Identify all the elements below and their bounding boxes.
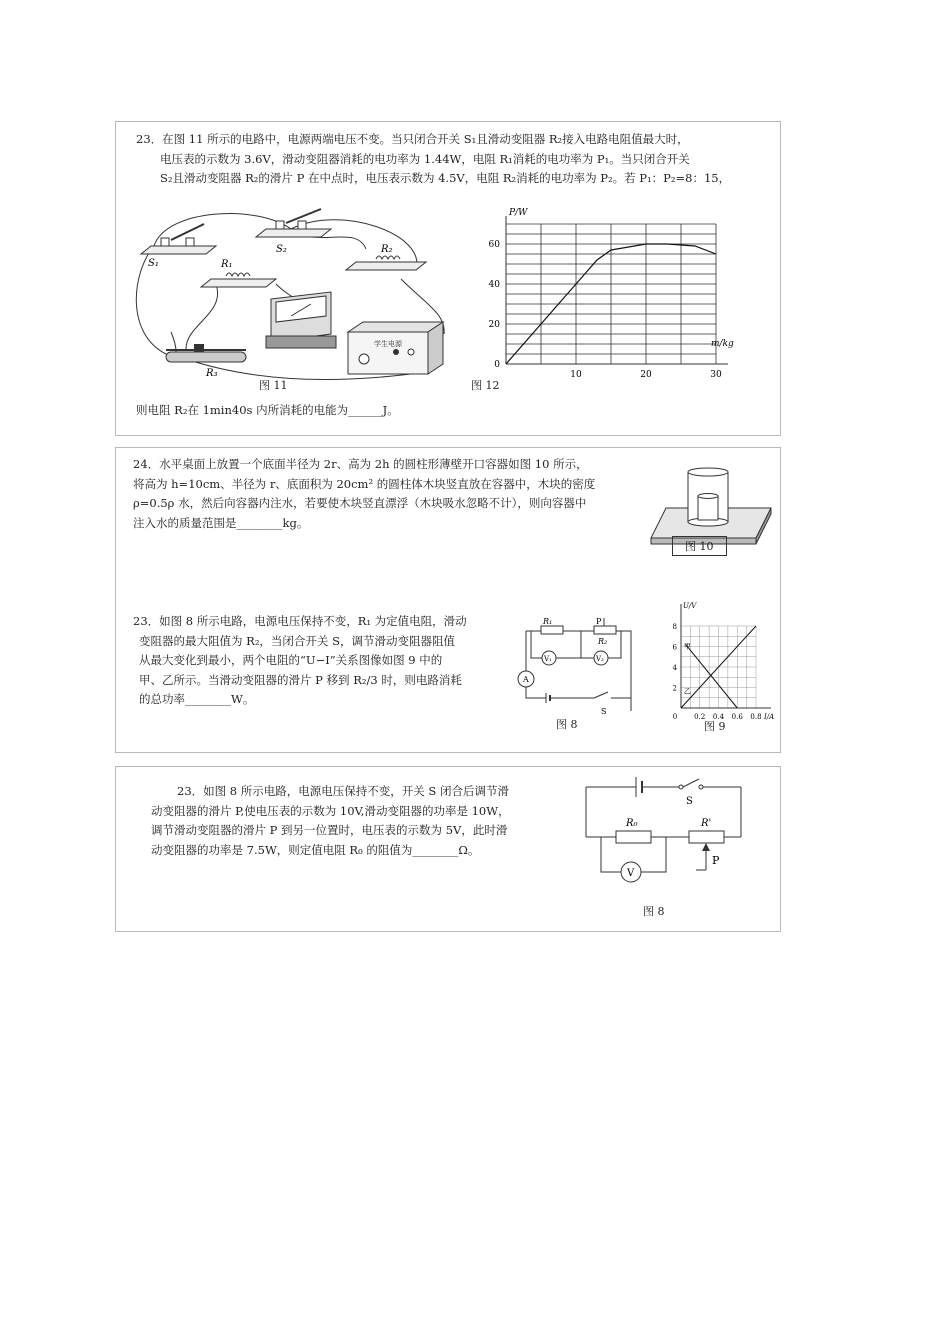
- question-line: 从最大变化到最小，两个电阻的“U−I”关系图像如图 9 中的: [139, 653, 443, 667]
- figure-9-caption: 图 9: [704, 720, 726, 733]
- p-label: P: [596, 617, 602, 626]
- x-tick-label: 20: [640, 370, 652, 380]
- line-jia-label: 甲: [683, 642, 691, 651]
- r1-label: R₁: [543, 617, 553, 626]
- voltmeter-label: V: [627, 868, 635, 879]
- x-tick-label: 0: [672, 713, 678, 721]
- switch-label: S: [686, 796, 693, 807]
- figure-8-circuit-b: [581, 772, 751, 892]
- question-line: 电压表的示数为 3.6V，滑动变阻器消耗的电功率为 1.44W，电阻 R₁消耗的电功率为 P₁。当只闭合开关: [160, 151, 690, 166]
- line-yi-label: 乙: [683, 687, 691, 696]
- question-line: 动变阻器的滑片 P,使电压表的示数为 10V,滑动变阻器的功率是 10W，: [151, 803, 510, 818]
- y-tick-label: 8: [672, 623, 677, 631]
- y-tick-label: 40: [488, 280, 500, 290]
- question-24-text: [133, 455, 595, 533]
- r1-label: R₁: [221, 259, 233, 270]
- figure-12-chart: [481, 204, 771, 384]
- y-tick-label: 60: [488, 240, 500, 250]
- ammeter-label: A: [523, 675, 529, 684]
- rprime-label: R': [701, 818, 712, 829]
- slider-p-label: P: [712, 854, 720, 867]
- supply-label: 学生电源: [374, 340, 402, 348]
- figure-11-apparatus: [126, 204, 471, 394]
- question-line: 23．在图 11 所示的电路中，电源两端电压不变。当只闭合开关 S₁且滑动变阻器 R₂接入电路电阻值最大时，: [136, 132, 689, 146]
- figure-12-caption: 图 12: [471, 379, 500, 392]
- question-23-last-line: [136, 401, 399, 421]
- question-24-and-23-panel: [115, 447, 781, 753]
- x-tick-label: 0.2: [694, 713, 706, 721]
- x-tick-label: 0.4: [712, 713, 725, 721]
- y-tick-label: 4: [672, 664, 677, 672]
- question-line: 调节滑动变阻器的滑片 P 到另一位置时，电压表的示数为 5V，此时滑: [151, 823, 508, 837]
- r2-label: R₂: [598, 637, 608, 646]
- question-line: ρ=0.5ρ 水，然后向容器内注水，若要使木块竖直漂浮（木块吸水忽略不计），则向容器中: [133, 496, 587, 510]
- x-axis-label: m/kg: [711, 339, 734, 349]
- line-yi: [683, 642, 738, 708]
- question-line: 则电阻 R₂在 1min40s 内所消耗的电能为______J。: [136, 403, 399, 417]
- question-line: 注入水的质量范围是________kg。: [133, 515, 309, 530]
- r2-label: R₂: [381, 244, 393, 255]
- question-line: 甲、乙所示。当滑动变阻器的滑片 P 移到 R₂/3 时，则电路消耗: [139, 672, 462, 687]
- x-tick-label: 30: [710, 370, 722, 380]
- x-tick-label: 10: [570, 370, 582, 380]
- s2-label: S₂: [276, 244, 287, 255]
- question-line: 变阻器的最大阻值为 R₂，当闭合开关 S，调节滑动变阻器阻值: [139, 633, 455, 648]
- question-23-text: [136, 130, 730, 189]
- figure-11-caption: 图 11: [259, 379, 288, 392]
- r3-label: R₃: [206, 368, 218, 379]
- figure-8-caption: 图 8: [643, 905, 665, 918]
- question-23b-text: [133, 612, 467, 710]
- question-line: 23．如图 8 所示电路，电源电压保持不变，开关 S 闭合后调节滑: [177, 784, 509, 798]
- question-23-fig11-panel: [115, 121, 781, 436]
- question-line: 动变阻器的功率是 7.5W，则定值电阻 R₀ 的阻值为________Ω。: [151, 842, 480, 857]
- figure-8-caption: 图 8: [556, 718, 578, 731]
- y-tick-label: 20: [488, 320, 500, 330]
- question-line: S₂且滑动变阻器 R₂的滑片 P 在中点时，电压表示数为 4.5V，电阻 R₂消耗的电功率为 P₂。若 P₁：P₂=8：15，: [160, 171, 731, 185]
- y-tick-label: 2: [672, 684, 677, 693]
- r0-label: R₀: [626, 818, 638, 829]
- y-tick-label: 6: [672, 643, 677, 652]
- question-23c-panel: [115, 766, 781, 932]
- figure-10-caption: 图 10: [672, 536, 727, 556]
- v2-label: V₂: [596, 655, 604, 663]
- v1-label: V₁: [544, 655, 552, 663]
- question-line: 将高为 h=10cm、半径为 r、底面积为 20cm² 的圆柱体木块竖直放在容器中，木块的密度: [133, 476, 596, 491]
- figure-8-circuit-a: [516, 616, 636, 716]
- x-tick-label: 0.6: [731, 713, 743, 721]
- question-line: 24．水平桌面上放置一个底面半径为 2r、高为 2h 的圆柱形薄壁开口容器如图 10 所示，: [133, 457, 588, 471]
- y-axis-label: U/V: [683, 602, 697, 610]
- question-line: 23．如图 8 所示电路，电源电压保持不变，R₁ 为定值电阻，滑动: [133, 614, 467, 628]
- s1-label: S₁: [148, 258, 159, 269]
- question-line: 的总功率________W。: [139, 692, 255, 706]
- y-tick-label: 0: [494, 360, 500, 370]
- x-axis-label: I/A: [764, 713, 775, 721]
- x-tick-label: 0.8: [750, 713, 762, 721]
- question-23c-text: [151, 782, 510, 860]
- figure-9-graph: [651, 596, 776, 721]
- switch-label: S: [601, 707, 607, 716]
- y-axis-label: P/W: [509, 208, 528, 218]
